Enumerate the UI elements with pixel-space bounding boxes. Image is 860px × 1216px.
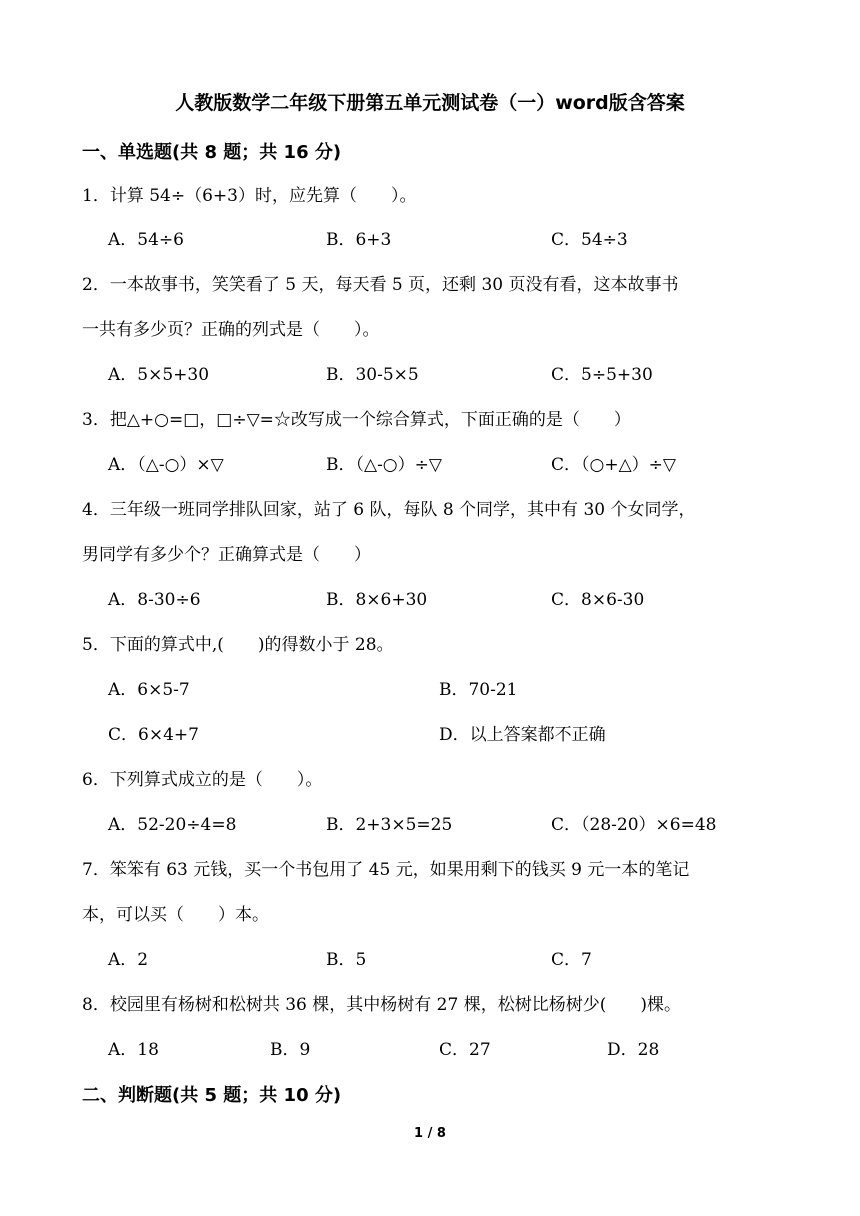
question-4-option-a: A．8-30÷6 <box>108 590 201 610</box>
section-heading-single-choice: 一、单选题(共 8 题；共 16 分) <box>82 142 342 163</box>
question-4-text-line-1: 4．三年级一班同学排队回家，站了 6 队，每队 8 个同学，其中有 30 个女同学， <box>82 500 696 520</box>
question-6-option-c: C．（28-20）×6=48 <box>551 815 717 835</box>
question-3-option-b: B．（△-○）÷▽ <box>326 455 442 475</box>
question-7-text-line-2: 本，可以买（ ）本。 <box>82 905 269 925</box>
question-5-option-d: D．以上答案都不正确 <box>439 725 606 745</box>
question-8-option-b: B．9 <box>270 1040 311 1060</box>
question-2-option-b: B．30-5×5 <box>326 365 419 385</box>
question-1-option-a: A．54÷6 <box>108 230 184 250</box>
question-7-option-b: B．5 <box>326 950 367 970</box>
question-3-option-c: C．（○+△）÷▽ <box>551 455 676 475</box>
question-2-text-line-1: 2．一本故事书，笑笑看了 5 天，每天看 5 页，还剩 30 页没有看，这本故事书 <box>82 275 679 295</box>
question-6-option-b: B．2+3×5=25 <box>326 815 453 835</box>
question-1-option-c: C．54÷3 <box>551 230 628 250</box>
question-5-text: 5．下面的算式中,( )的得数小于 28。 <box>82 635 394 655</box>
question-1-option-b: B．6+3 <box>326 230 392 250</box>
question-8-option-c: C．27 <box>439 1040 491 1060</box>
question-1-text: 1．计算 54÷（6+3）时，应先算（ ）。 <box>82 186 417 206</box>
page-number: 1 / 8 <box>414 1126 446 1141</box>
section-heading-true-false: 二、判断题(共 5 题；共 10 分) <box>82 1085 342 1106</box>
question-4-option-b: B．8×6+30 <box>326 590 428 610</box>
question-6-option-a: A．52-20÷4=8 <box>108 815 237 835</box>
question-6-text: 6．下列算式成立的是（ ）。 <box>82 770 323 790</box>
question-5-option-a: A．6×5-7 <box>108 680 190 700</box>
question-2-text-line-2: 一共有多少页？正确的列式是（ ）。 <box>82 320 380 340</box>
question-4-option-c: C．8×6-30 <box>551 590 645 610</box>
question-3-option-a: A．（△-○）×▽ <box>108 455 224 475</box>
question-5-option-c: C．6×4+7 <box>108 725 199 745</box>
question-7-text-line-1: 7．笨笨有 63 元钱，买一个书包用了 45 元，如果用剩下的钱买 9 元一本的笔记 <box>82 860 690 880</box>
question-3-text: 3．把△+○=□，□÷▽=☆改写成一个综合算式，下面正确的是（ ） <box>82 410 631 430</box>
question-2-option-a: A．5×5+30 <box>108 365 210 385</box>
question-4-text-line-2: 男同学有多少个？正确算式是（ ） <box>82 545 371 565</box>
page-title: 人教版数学二年级下册第五单元测试卷（一）word版含答案 <box>175 92 685 114</box>
question-2-option-c: C．5÷5+30 <box>551 365 653 385</box>
question-7-option-a: A．2 <box>108 950 149 970</box>
question-8-text: 8．校园里有杨树和松树共 36 棵，其中杨树有 27 棵，松树比杨树少( )棵。 <box>82 995 681 1015</box>
question-8-option-d: D．28 <box>607 1040 660 1060</box>
question-8-option-a: A．18 <box>108 1040 159 1060</box>
question-7-option-c: C．7 <box>551 950 592 970</box>
question-5-option-b: B．70-21 <box>439 680 518 700</box>
